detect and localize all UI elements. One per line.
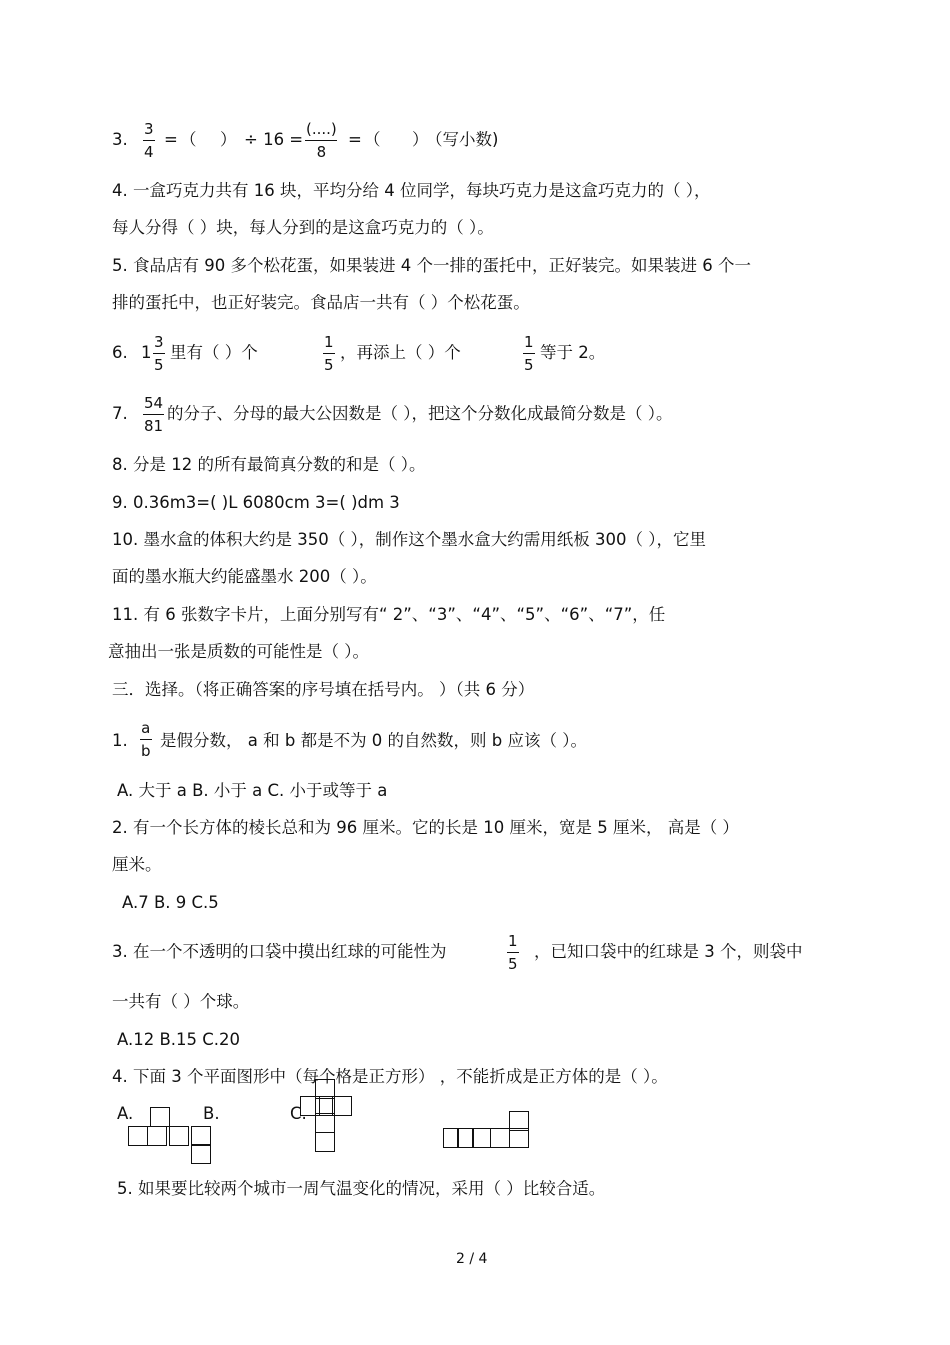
net-cell: [191, 1126, 211, 1146]
c4-option-a-label: A.: [117, 1104, 134, 1123]
q11-line-1: 11. 有 6 张数字卡片，上面分别写有“ 2”、“3”、“4”、“5”、“6”、“7”，任: [112, 605, 666, 624]
q4-line-2: 每人分得（ ）块，每人分到的是这盒巧克力的（ ）。: [112, 218, 494, 237]
q3-blank-1-close: ）: [220, 130, 237, 149]
fraction-numerator: 1: [324, 333, 334, 351]
net-cell: [315, 1113, 335, 1133]
q3-equals-1: =: [164, 130, 178, 149]
q9-line: 9. 0.36m3=( )L 6080cm 3=( )dm 3: [112, 493, 400, 512]
net-cell: [191, 1144, 211, 1164]
net-cell: [147, 1126, 167, 1146]
q3-equals-2: =: [348, 130, 362, 149]
c4-option-c-label: C.: [290, 1104, 307, 1123]
page-number: 2 / 4: [456, 1251, 488, 1267]
c1-text: 是假分数， a 和 b 都是不为 0 的自然数，则 b 应该（ ）。: [160, 731, 588, 750]
net-cell: [150, 1107, 170, 1127]
net-cell: [332, 1096, 352, 1116]
section-3-title: 三．选择。（将正确答案的序号填在括号内。 ）（共 6 分）: [112, 680, 535, 699]
fraction-numerator: (....): [306, 120, 337, 138]
c3-text-1: 3. 在一个不透明的口袋中摸出红球的可能性为: [112, 942, 447, 961]
q6-whole-number: 1: [141, 343, 152, 362]
q8-line: 8. 分是 12 的所有最简真分数的和是（ ）。: [112, 455, 426, 474]
c1-number: 1.: [112, 731, 128, 750]
fraction-denominator: 5: [523, 353, 535, 374]
c3-options: A.12 B.15 C.20: [117, 1030, 241, 1049]
net-cell: [472, 1128, 491, 1148]
c3-text-2: ，已知口袋中的红球是 3 个，则袋中: [534, 942, 803, 961]
q3-divide-16: ÷ 16 =: [244, 130, 304, 149]
fraction-denominator: 5: [153, 353, 165, 374]
q5-line-2: 排的蛋托中，也正好装完。食品店一共有（ ）个松花蛋。: [112, 293, 530, 312]
c1-options: A. 大于 a B. 小于 a C. 小于或等于 a: [117, 781, 388, 800]
q3-number: 3.: [112, 130, 128, 149]
fraction-denominator: b: [140, 739, 152, 760]
q4-line-1: 4. 一盒巧克力共有 16 块，平均分给 4 位同学，每块巧克力是这盒巧克力的（ ），: [112, 181, 711, 200]
fraction-denominator: 4: [143, 140, 155, 161]
q6-text-3: 等于 2。: [540, 343, 606, 362]
q3-fraction-blank-8: [305, 120, 338, 161]
c1-fraction-a-b: [140, 719, 152, 760]
fraction-numerator: 54: [144, 394, 164, 412]
net-cell: [315, 1132, 335, 1152]
q10-line-1: 10. 墨水盒的体积大约是 350（ ），制作这个墨水盒大约需用纸板 300（ ），它里: [112, 530, 706, 549]
net-cell: [490, 1128, 510, 1148]
net-cell: [509, 1128, 529, 1148]
fraction-numerator: 1: [508, 932, 518, 950]
c5-line: 5. 如果要比较两个城市一周气温变化的情况，采用（ ）比较合适。: [117, 1179, 606, 1198]
q3-blank-2-close: ）: [412, 130, 429, 149]
fraction-denominator: 81: [143, 414, 164, 435]
fraction-denominator: 8: [305, 140, 337, 161]
fraction-denominator: 5: [507, 952, 519, 973]
q6-text-1: 里有（ ）个: [170, 343, 258, 362]
q6-fraction-3-5: [153, 333, 165, 374]
net-cell: [509, 1111, 529, 1131]
fraction-numerator: 3: [154, 333, 164, 351]
q7-number: 7.: [112, 404, 128, 423]
q3-fraction-3-4: [143, 120, 155, 161]
q3-note: （写小数): [426, 130, 499, 149]
q6-fraction-1-5-b: [523, 333, 535, 374]
c2-line-1: 2. 有一个长方体的棱长总和为 96 厘米。它的长是 10 厘米，宽是 5 厘米， 高是（ ）: [112, 818, 739, 837]
q11-line-2: 意抽出一张是质数的可能性是（ ）。: [108, 642, 369, 661]
net-cell: [169, 1126, 189, 1146]
c2-options: A.7 B. 9 C.5: [122, 893, 219, 912]
fraction-numerator: 3: [144, 120, 154, 138]
fraction-numerator: 1: [524, 333, 534, 351]
c4-option-b-label: B.: [203, 1104, 220, 1123]
q6-text-2: ，再添上（ ）个: [340, 343, 461, 362]
q6-number: 6.: [112, 343, 128, 362]
c3-fraction-1-5: [507, 932, 519, 973]
q7-text: 的分子、分母的最大公因数是（ ），把这个分数化成最简分数是（ ）。: [167, 404, 673, 423]
fraction-denominator: 5: [323, 353, 335, 374]
q7-fraction-54-81: [143, 394, 164, 435]
q10-line-2: 面的墨水瓶大约能盛墨水 200（ ）。: [112, 567, 377, 586]
c4-line: 4. 下面 3 个平面图形中（每个格是正方形） ，不能折成是正方体的是（ ）。: [112, 1067, 668, 1086]
c2-line-2: 厘米。: [112, 855, 162, 874]
q3-blank-1-open: （: [180, 130, 197, 149]
q3-blank-2-open: （: [364, 130, 381, 149]
c3-line-2: 一共有（ ）个球。: [112, 992, 250, 1011]
net-cell: [128, 1126, 148, 1146]
q5-line-1: 5. 食品店有 90 多个松花蛋，如果装进 4 个一排的蛋托中，正好装完。如果装进 6 个一: [112, 256, 751, 275]
fraction-numerator: a: [141, 719, 151, 737]
q6-fraction-1-5-a: [323, 333, 335, 374]
